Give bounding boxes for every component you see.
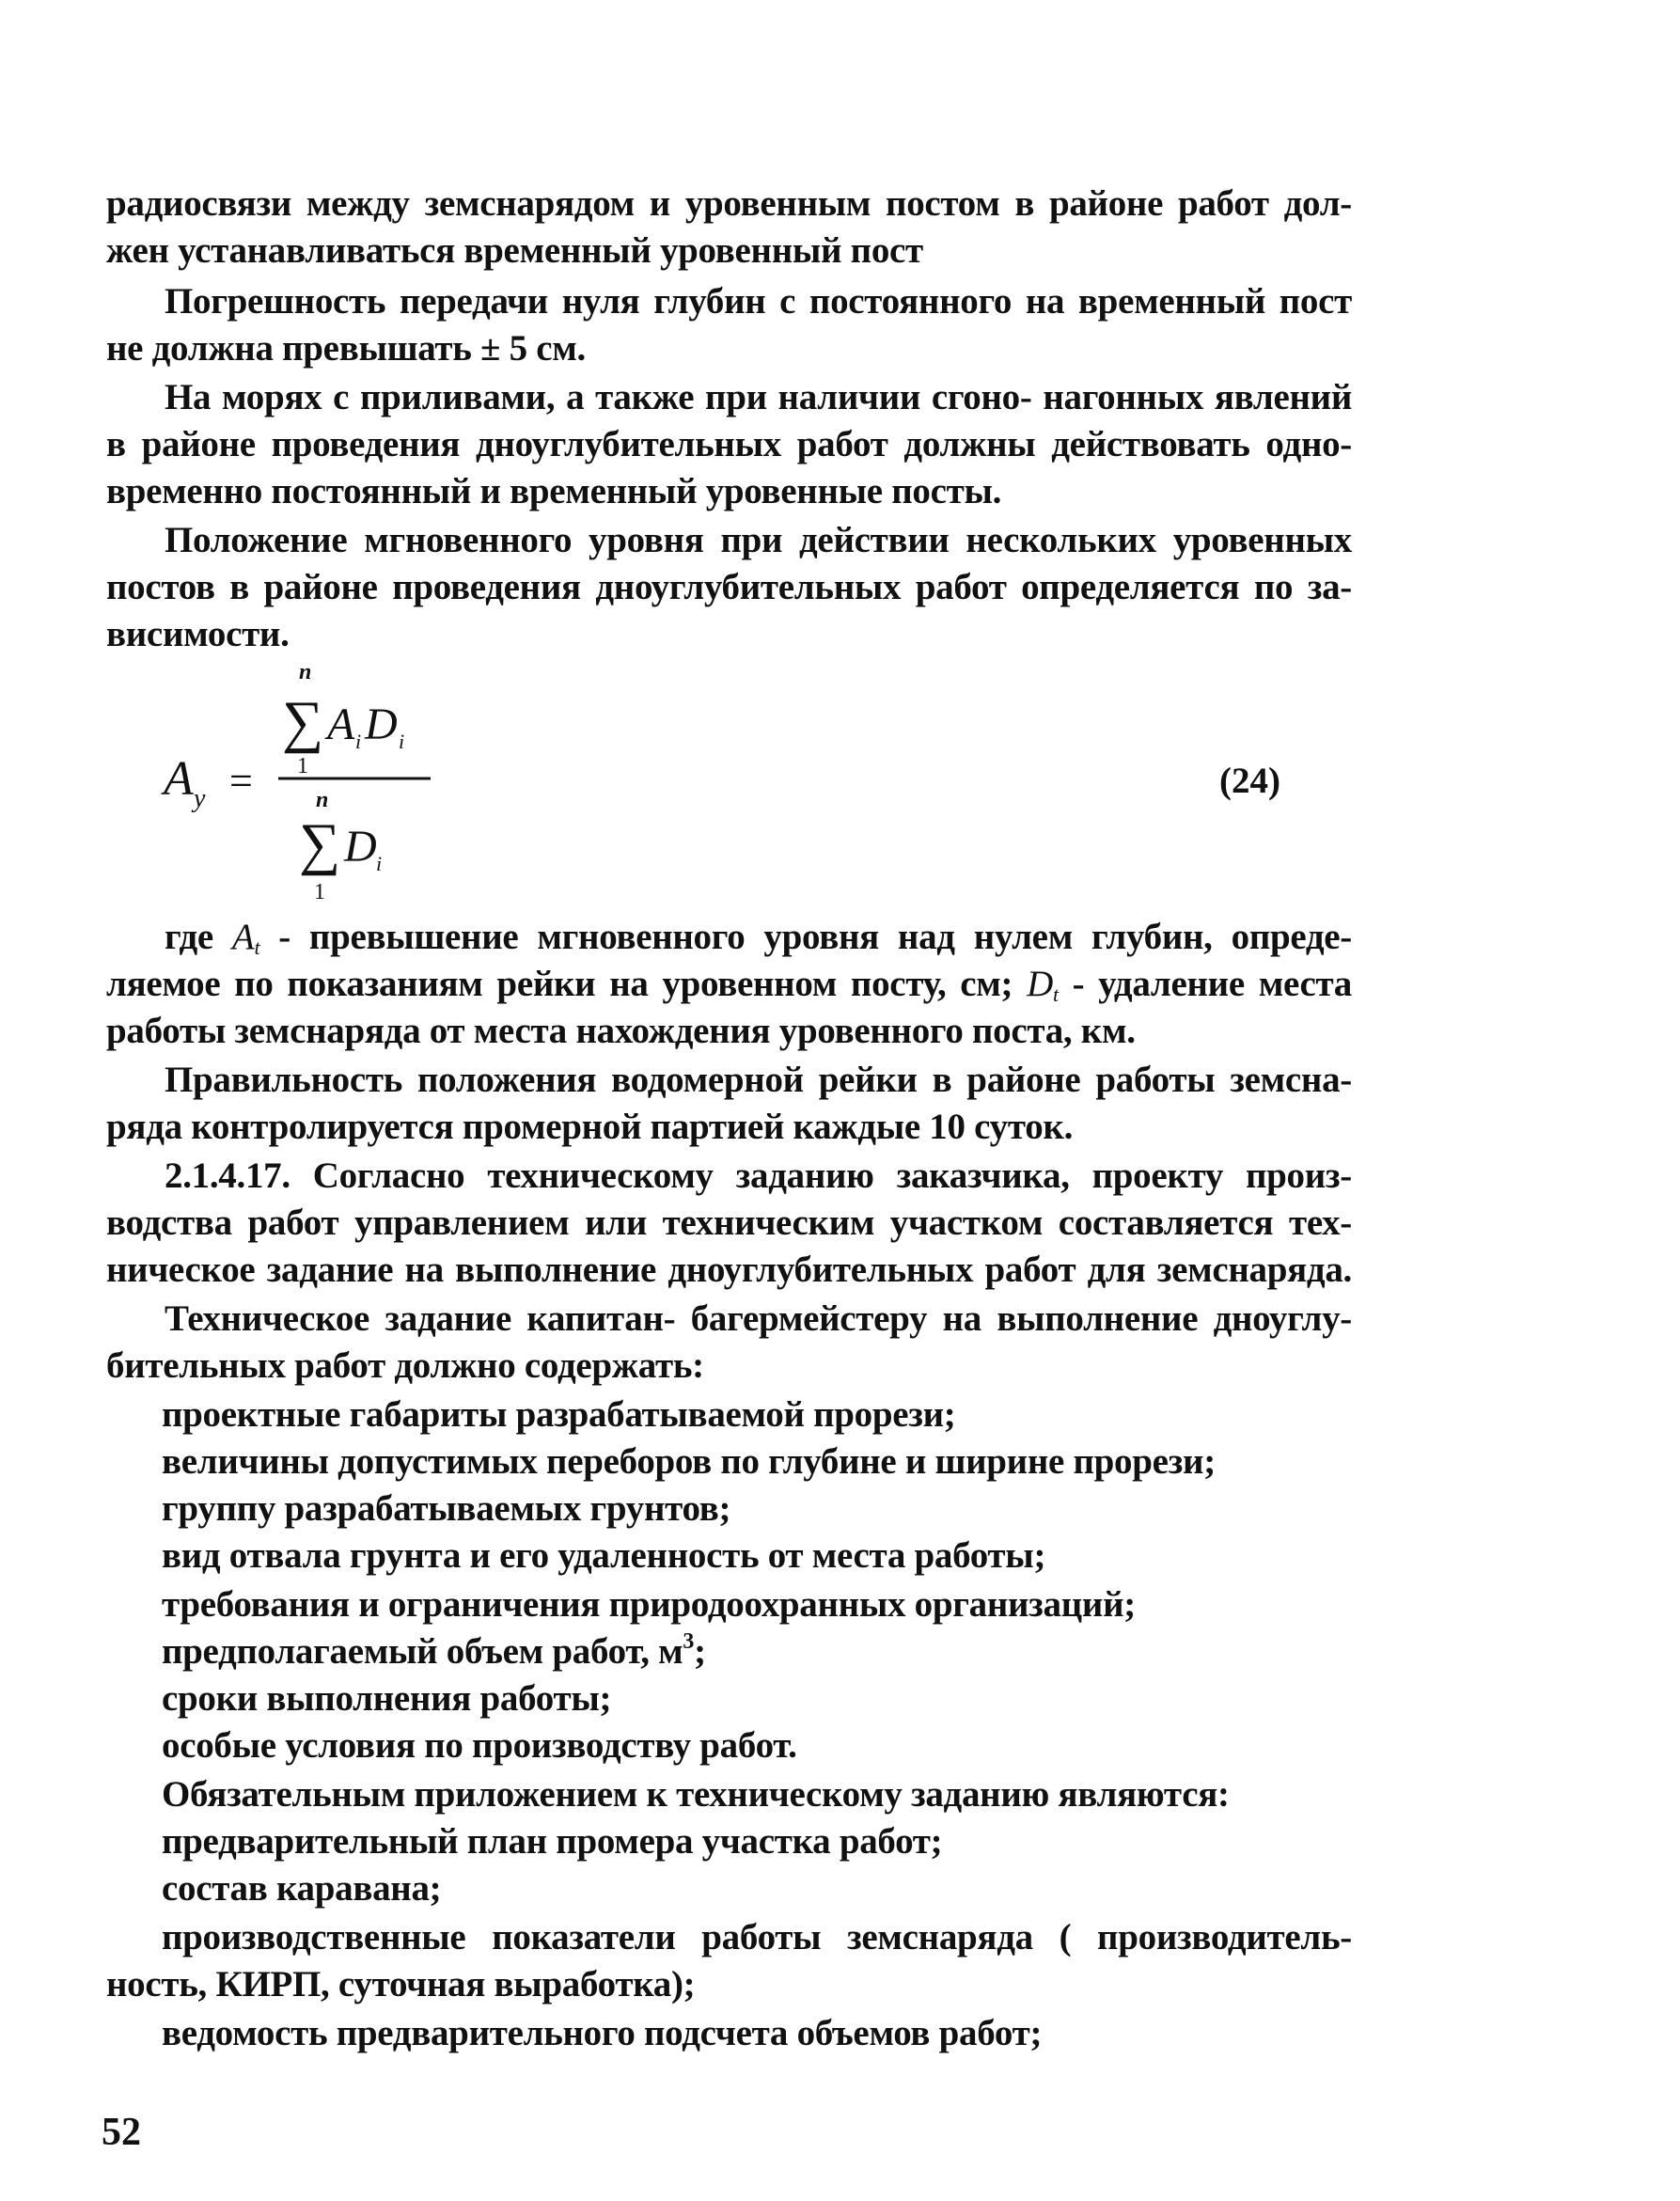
page-number: 52 bbox=[102, 2111, 141, 2154]
var-a: A bbox=[231, 917, 255, 957]
definition-text: - превышение мгновенного уровня над нулем глубин, опреде- bbox=[259, 917, 1352, 957]
sum-lower-limit: 1 bbox=[297, 754, 308, 778]
formula-lhs: A bbox=[164, 752, 194, 806]
list-item-text: ; bbox=[694, 1631, 706, 1672]
formula-equals: = bbox=[229, 758, 253, 804]
numerator-a-sub: i bbox=[355, 730, 362, 753]
sum-upper-limit: n bbox=[299, 660, 312, 684]
list-item: производственные показатели работы земснаряда ( производитель- bbox=[162, 1917, 1352, 1957]
paragraph-start: На морях с приливами, а также при наличии сгоно- нагонных явлений bbox=[165, 377, 1352, 417]
numerator-d: D bbox=[365, 700, 398, 749]
text-line: ность, КИРП, суточная выработка); bbox=[106, 1964, 696, 2004]
text-line: постов в районе проведения дноуглубительных работ определяется по за- bbox=[106, 567, 1352, 607]
text-line: жен устанавливаться временный уровенный пост bbox=[106, 230, 923, 271]
text-line: не должна превышать ± 5 см. bbox=[106, 328, 586, 369]
definition-text: - удаление места bbox=[1058, 964, 1352, 1004]
sum-upper-limit: n bbox=[316, 788, 329, 812]
var-d: D bbox=[1027, 964, 1053, 1004]
superscript: 3 bbox=[683, 1629, 695, 1654]
equation-number: (24) bbox=[1219, 761, 1280, 801]
text-line bbox=[106, 963, 1352, 1016]
list-item bbox=[162, 1630, 1352, 1674]
numerator-a: A bbox=[327, 700, 355, 749]
list-item: проектные габариты разрабатываемой прорези; bbox=[162, 1394, 956, 1435]
list-item: состав каравана; bbox=[162, 1868, 442, 1909]
list-item: вид отвала грунта и его удаленность от места работы; bbox=[162, 1535, 1046, 1576]
text-line: ническое задание на выполнение дноуглубительных работ для земснаряда. bbox=[106, 1250, 1352, 1290]
paragraph-start bbox=[165, 916, 1352, 969]
text-line: ряда контролируется промерной партией каждые 10 суток. bbox=[106, 1107, 1074, 1147]
text-line: висимости. bbox=[106, 614, 290, 654]
section-heading-line: 2.1.4.17. Согласно техническому заданию заказчика, проекту произ- bbox=[165, 1156, 1352, 1196]
definition-text: ляемое по показаниям рейки на уровенном посту, см; bbox=[106, 964, 1013, 1004]
paragraph-start: Погрешность передачи нуля глубин с постоянного на временный пост bbox=[165, 281, 1352, 322]
list-item: группу разрабатываемых грунтов; bbox=[162, 1488, 731, 1529]
paragraph-start: Положение мгновенного уровня при действии нескольких уровенных bbox=[165, 520, 1352, 560]
denominator-d-sub: i bbox=[376, 852, 383, 875]
list-item: особые условия по производству работ. bbox=[162, 1725, 797, 1766]
paragraph-start: Обязательным приложением к техническому заданию являются: bbox=[162, 1774, 1230, 1815]
var-a-sub: t bbox=[254, 935, 260, 959]
list-item: величины допустимых переборов по глубине и ширине прорези; bbox=[162, 1441, 1216, 1482]
sum-sign-denominator: ∑ bbox=[299, 812, 341, 876]
list-item-text: предполагаемый объем работ, м bbox=[162, 1631, 683, 1672]
text-line: бительных работ должно содержать: bbox=[106, 1345, 704, 1386]
formula-24 bbox=[150, 658, 451, 903]
list-item: требования и ограничения природоохранных организаций; bbox=[162, 1584, 1136, 1625]
text-line: радиосвязи между земснарядом и уровенным постом в районе работ дол- bbox=[106, 183, 1352, 224]
list-item: предварительный план промера участка работ; bbox=[162, 1821, 943, 1862]
where-label: где bbox=[165, 917, 213, 957]
sum-lower-limit: 1 bbox=[314, 880, 325, 903]
list-item: сроки выполнения работы; bbox=[162, 1678, 612, 1719]
sum-sign-numerator: ∑ bbox=[282, 690, 324, 754]
paragraph-start: Правильность положения водомерной рейки в районе работы земсна- bbox=[165, 1060, 1352, 1100]
denominator-d: D bbox=[344, 822, 377, 872]
text-line: в районе проведения дноуглубительных работ должны действовать одно- bbox=[106, 424, 1352, 464]
formula-lhs-sub: y bbox=[194, 784, 206, 813]
text-line: водства работ управлением или техническим участком составляется тех- bbox=[106, 1203, 1352, 1243]
text-line: работы земснаряда от места нахождения уровенного поста, км. bbox=[106, 1011, 1136, 1051]
paragraph-start: Техническое задание капитан- багермейстеру на выполнение дноуглу- bbox=[165, 1298, 1352, 1339]
var-d-sub: t bbox=[1052, 983, 1059, 1006]
list-item: ведомость предварительного подсчета объемов работ; bbox=[162, 2013, 1043, 2053]
text-line: временно постоянный и временный уровенные посты. bbox=[106, 471, 1002, 511]
numerator-d-sub: i bbox=[399, 730, 405, 753]
